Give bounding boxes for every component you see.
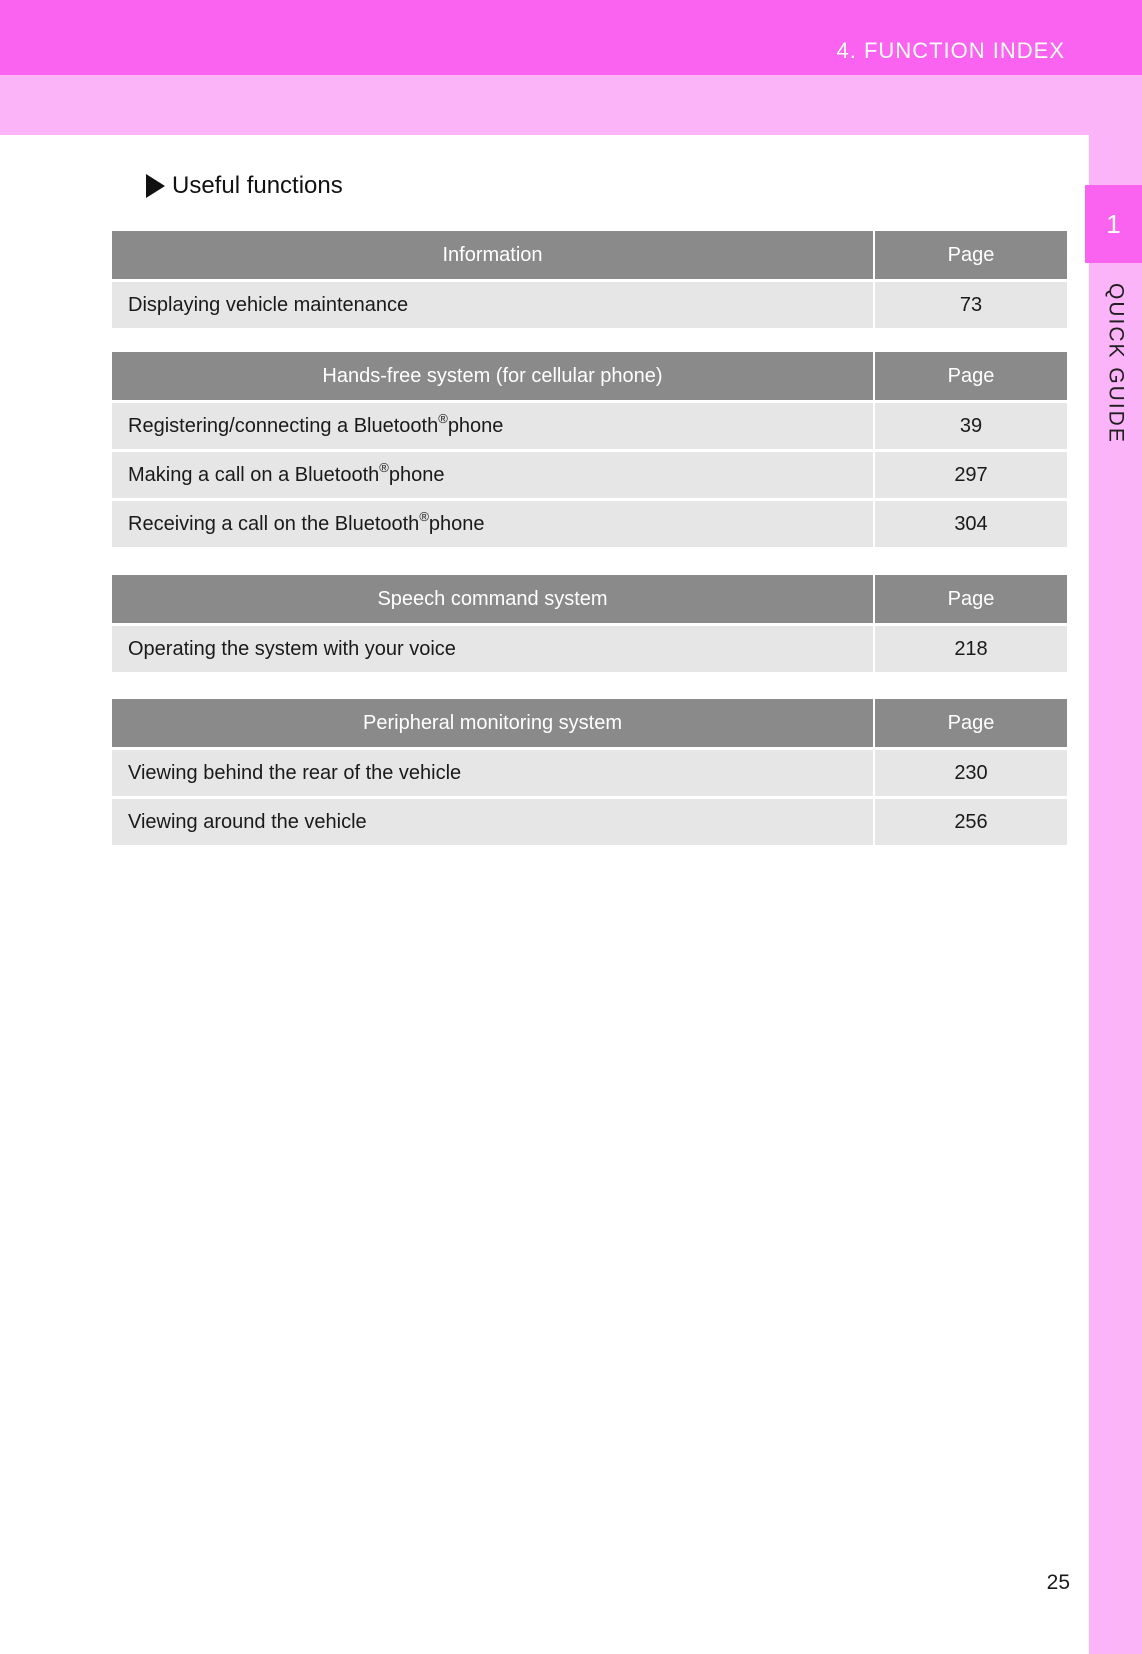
table-header-row: [112, 699, 1067, 747]
table-hands-free-system: [112, 352, 1067, 547]
row-text-main: Viewing around the vehicle: [128, 810, 367, 833]
row-text-tail: phone: [447, 414, 504, 437]
registered-mark: ®: [379, 459, 389, 475]
row-text: [112, 799, 873, 845]
row-text-main: Operating the system with your voice: [128, 637, 456, 660]
section-heading-text: Useful functions: [172, 172, 343, 199]
row-text: [112, 626, 873, 672]
registered-mark: ®: [438, 410, 448, 426]
table-row: [112, 282, 1067, 328]
row-text-main: Viewing behind the rear of the vehicle: [128, 761, 462, 784]
table-header-title: Hands-free system (for cellular phone): [112, 352, 873, 400]
table-header-title: Speech command system: [112, 575, 873, 623]
table-header-page: Page: [875, 575, 1067, 623]
sidebar-label: [1089, 278, 1142, 448]
table-header-row: [112, 231, 1067, 279]
table-row: [112, 626, 1067, 672]
row-text-main: Displaying vehicle maintenance: [128, 293, 409, 316]
table-header-row: [112, 352, 1067, 400]
table-row: [112, 403, 1067, 449]
page-number: 25: [1046, 1571, 1070, 1594]
row-page-number: 73: [875, 282, 1067, 328]
chapter-tab: [1085, 185, 1142, 263]
table-header-title: Information: [112, 231, 873, 279]
table-row: [112, 750, 1067, 796]
row-text-tail: phone: [388, 463, 445, 486]
row-text: [112, 403, 873, 449]
row-page-number: 297: [875, 452, 1067, 498]
section-heading: [146, 172, 343, 200]
table-header-title: Peripheral monitoring system: [112, 699, 873, 747]
table-row: [112, 799, 1067, 845]
table-information: [112, 231, 1067, 328]
row-page-number: 218: [875, 626, 1067, 672]
table-peripheral-monitoring-system: [112, 699, 1067, 845]
chapter-header-title: 4. FUNCTION INDEX: [836, 38, 1065, 63]
header-sub-band: [0, 75, 1142, 135]
row-page-number: 256: [875, 799, 1067, 845]
row-text-main: Receiving a call on the Bluetooth: [128, 512, 420, 535]
row-text-main: Making a call on a Bluetooth: [128, 463, 380, 486]
table-header-row: [112, 575, 1067, 623]
row-page-number: 304: [875, 501, 1067, 547]
row-page-number: 39: [875, 403, 1067, 449]
table-header-page: Page: [875, 352, 1067, 400]
sidebar-label-text: QUICK GUIDE: [1104, 282, 1128, 444]
registered-mark: ®: [419, 508, 429, 524]
row-text: [112, 282, 873, 328]
row-text-main: Registering/connecting a Bluetooth: [128, 414, 439, 437]
table-row: [112, 501, 1067, 547]
table-row: [112, 452, 1067, 498]
table-header-page: Page: [875, 231, 1067, 279]
row-page-number: 230: [875, 750, 1067, 796]
row-text: [112, 452, 873, 498]
row-text: [112, 750, 873, 796]
chapter-tab-number: 1: [1106, 208, 1121, 239]
table-speech-command-system: [112, 575, 1067, 672]
chapter-header-bar: [0, 0, 1142, 75]
triangle-marker-icon: [146, 174, 165, 198]
table-header-page: Page: [875, 699, 1067, 747]
row-text-tail: phone: [428, 512, 485, 535]
row-text: [112, 501, 873, 547]
